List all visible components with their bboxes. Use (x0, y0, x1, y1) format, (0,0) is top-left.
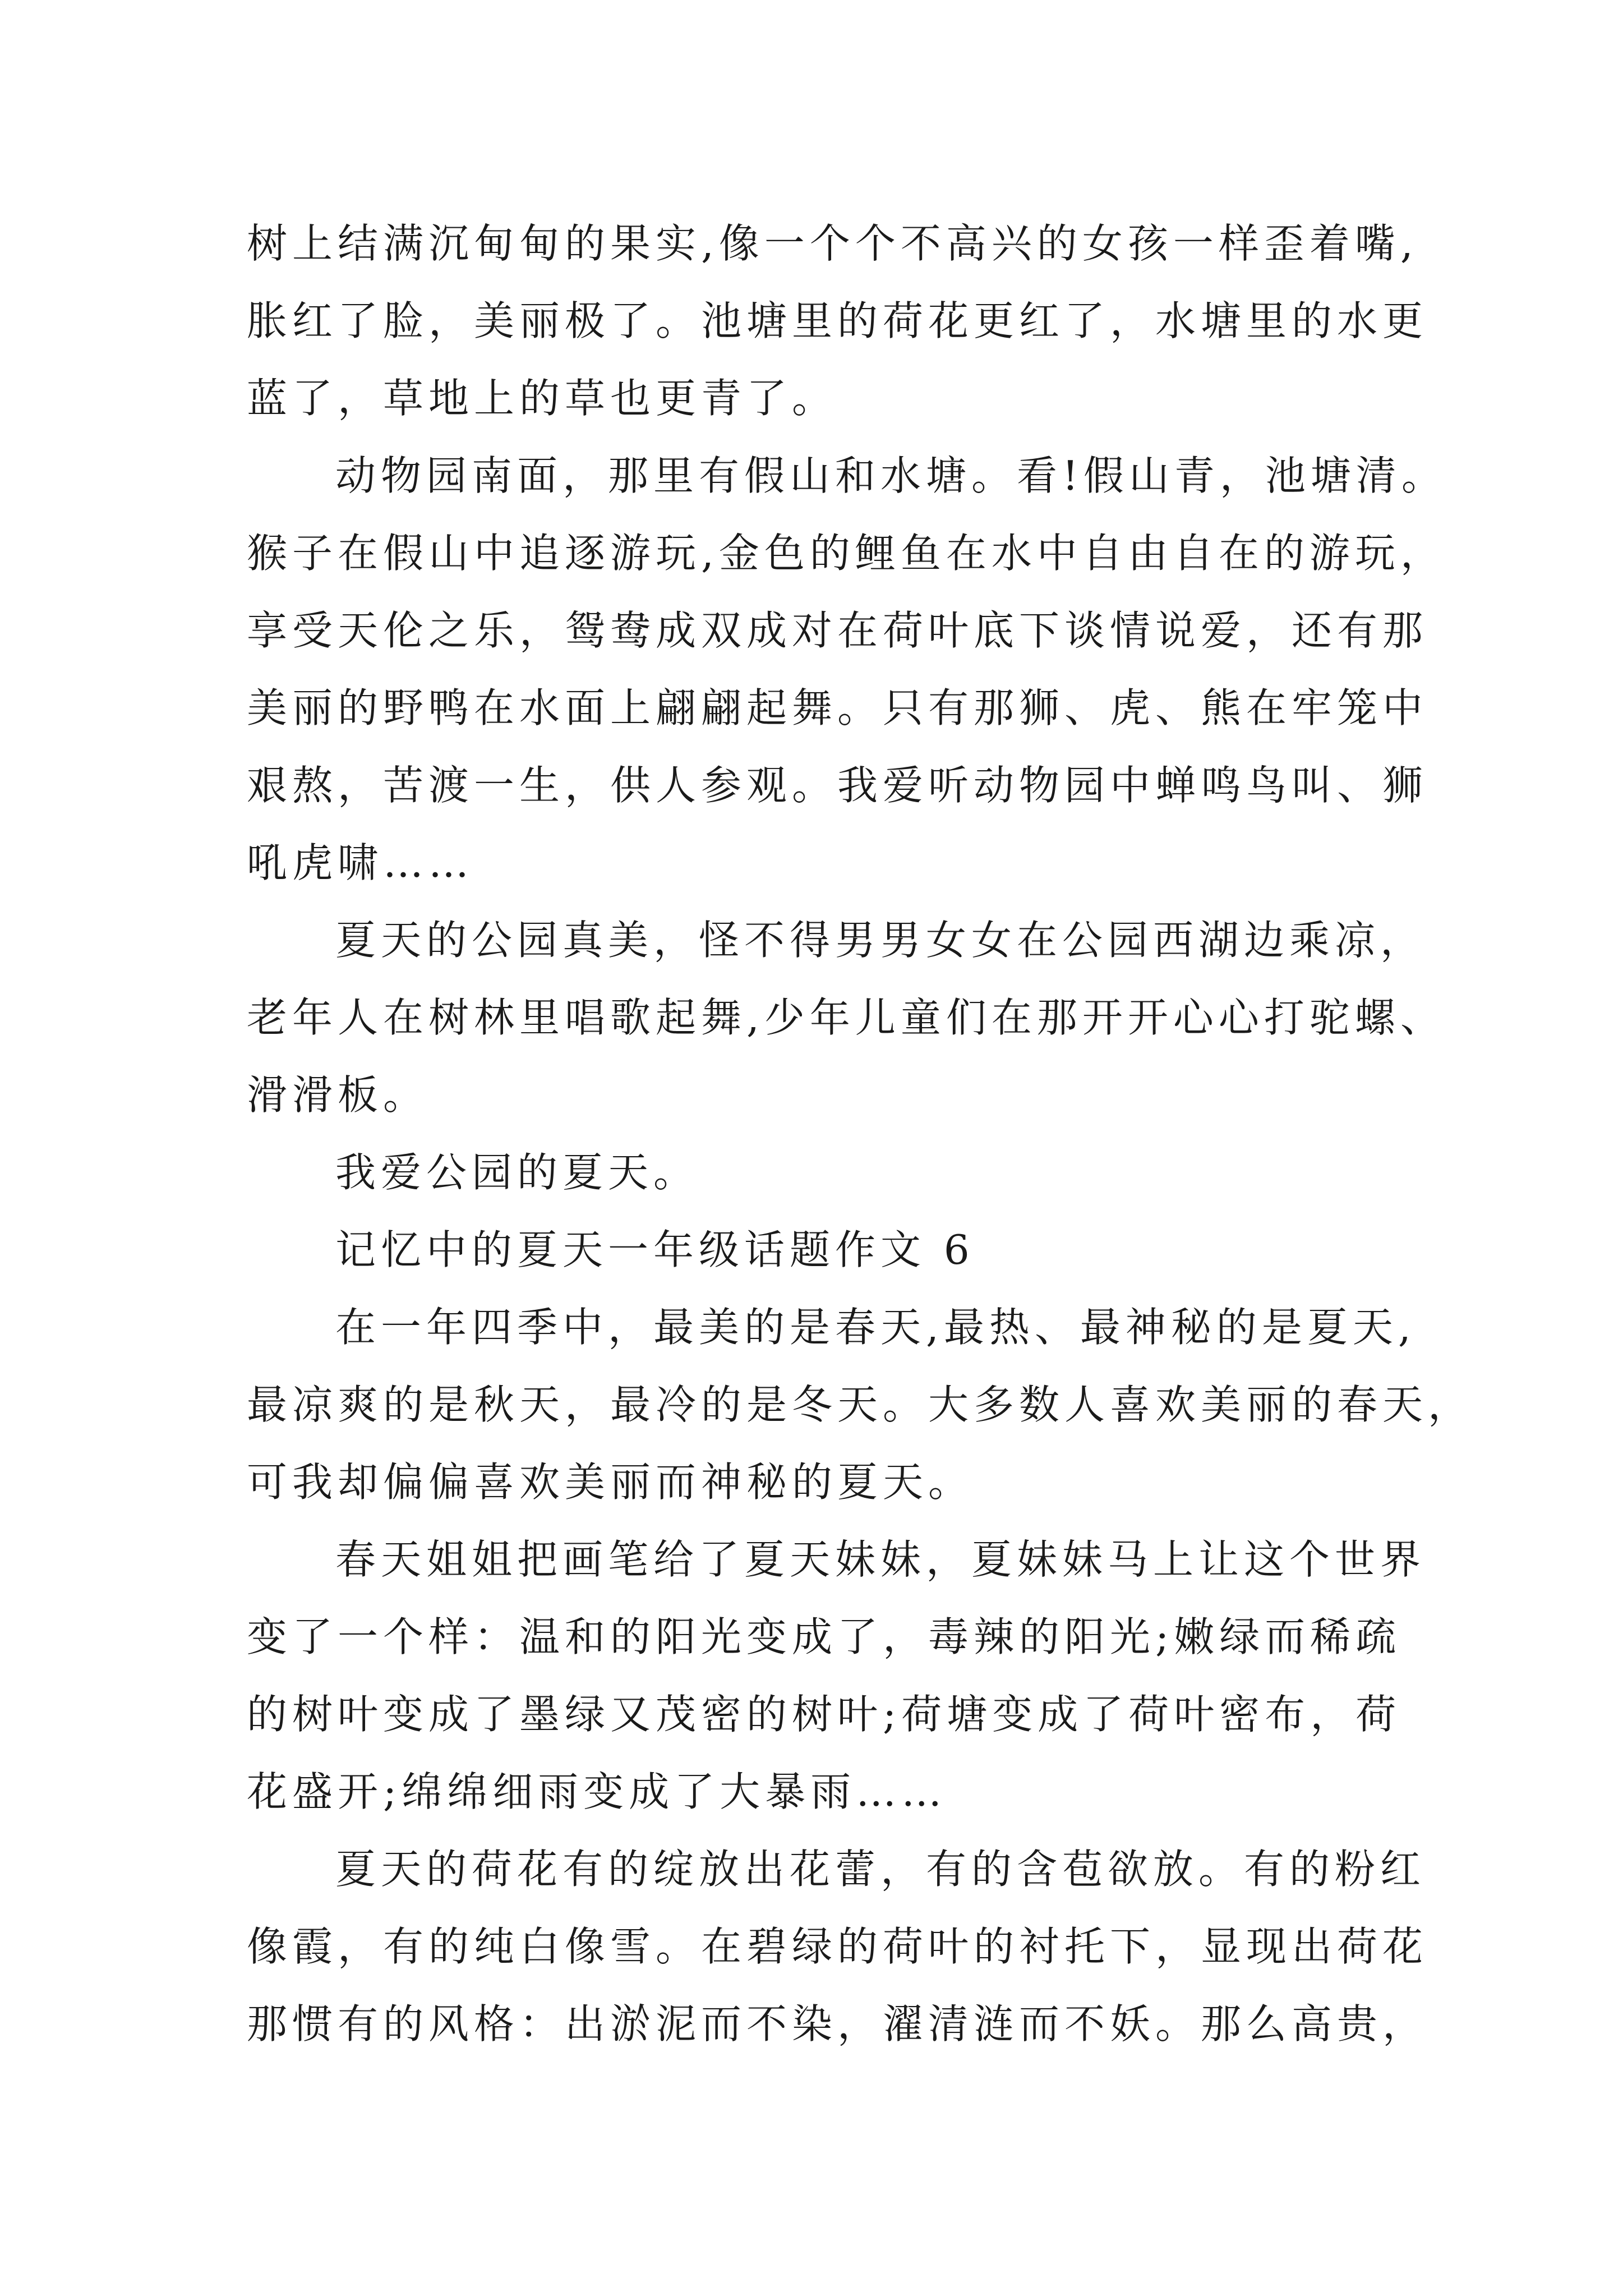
text-line: 老年人在树林里唱歌起舞,少年儿童们在那开开心心打驼螺、 (247, 994, 1446, 1041)
text-line: 滑滑板。 (247, 1071, 429, 1119)
text-line: 变了一个样：温和的阳光变成了，毒辣的阳光;嫩绿而稀疏 (247, 1613, 1401, 1660)
text-line: 艰熬，苦渡一生，供人参观。我爱听动物园中蝉鸣鸟叫、狮 (247, 762, 1428, 809)
text-line: 享受天伦之乐，鸳鸯成双成对在荷叶底下谈情说爱，还有那 (247, 607, 1428, 654)
text-line: 蓝了，草地上的草也更青了。 (247, 375, 838, 422)
text-line: 我爱公园的夏天。 (335, 1149, 699, 1196)
text-line: 的树叶变成了墨绿又茂密的树叶;荷塘变成了荷叶密布，荷 (247, 1691, 1401, 1738)
text-line: 猴子在假山中追逐游玩,金色的鲤鱼在水中自由自在的游玩， (247, 530, 1446, 577)
text-line: 可我却偏偏喜欢美丽而神秘的夏天。 (247, 1458, 974, 1506)
text-line: 最凉爽的是秋天，最冷的是冬天。大多数人喜欢美丽的春天， (247, 1381, 1474, 1428)
text-line: 夏天的公园真美，怪不得男男女女在公园西湖边乘凉， (335, 917, 1426, 964)
text-line: 树上结满沉甸甸的果实,像一个个不高兴的女孩一样歪着嘴, (247, 220, 1418, 267)
text-line: 动物园南面，那里有假山和水塘。看!假山青，池塘清。 (335, 452, 1447, 499)
text-line: 美丽的野鸭在水面上翩翩起舞。只有那狮、虎、熊在牢笼中 (247, 684, 1428, 731)
text-line: 夏天的荷花有的绽放出花蕾，有的含苞欲放。有的粉红 (335, 1846, 1426, 1893)
section-heading: 记忆中的夏天一年级话题作文 6 (335, 1226, 975, 1273)
text-line: 春天姐姐把画笔给了夏天妹妹，夏妹妹马上让这个世界 (335, 1536, 1426, 1583)
text-line: 胀红了脸，美丽极了。池塘里的荷花更红了，水塘里的水更 (247, 297, 1428, 344)
text-line: 在一年四季中，最美的是春天,最热、最神秘的是夏天, (335, 1304, 1416, 1351)
text-line: 像霞，有的纯白像雪。在碧绿的荷叶的衬托下，显现出荷花 (247, 1923, 1428, 1970)
text-line: 花盛开;绵绵细雨变成了大暴雨…… (247, 1768, 947, 1815)
text-line: 吼虎啸…… (247, 839, 474, 886)
text-line: 那惯有的风格：出淤泥而不染，濯清涟而不妖。那么高贵， (247, 2000, 1428, 2047)
